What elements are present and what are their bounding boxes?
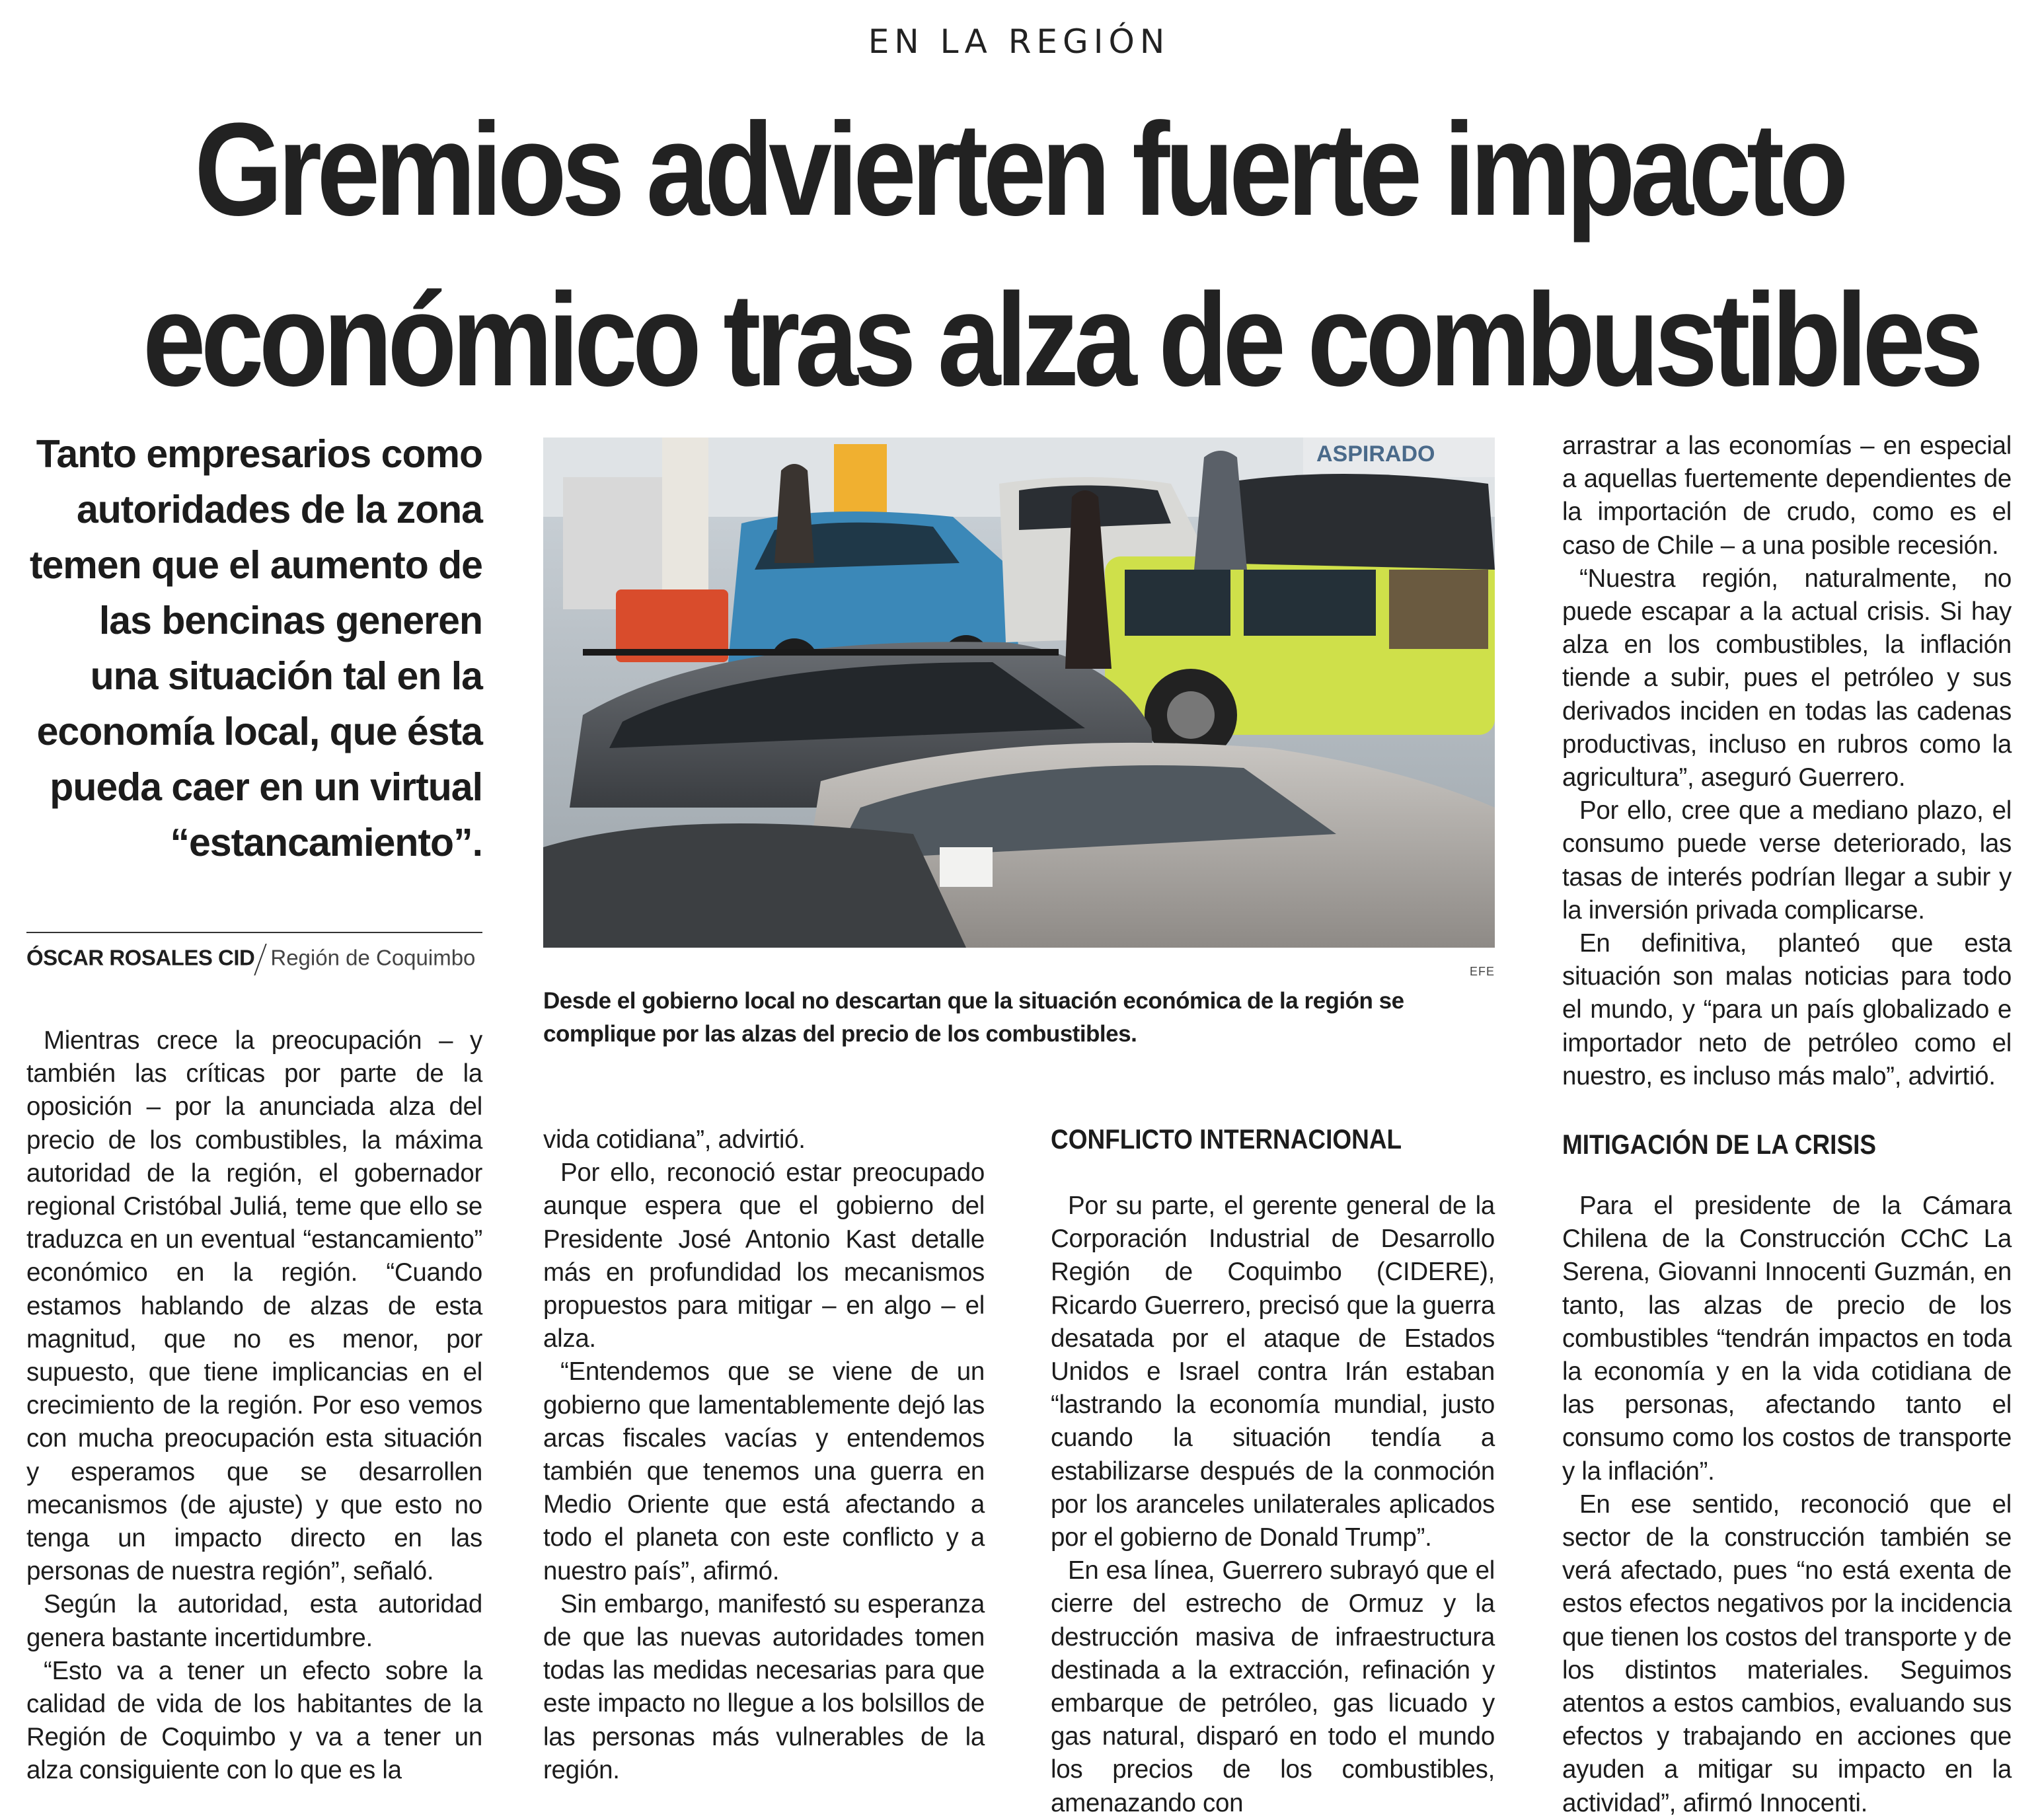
paragraph: En esa línea, Guerrero subrayó que el cierre del estrecho de Ormuz y la destrucción masiva de infraestructura destinada a la extracción, refinación y embarque de petróleo, gas licuado y gas natural, disparó en todo el mundo los precios de los combustibles, amenazando con [1051,1556,1495,1817]
paragraph: Por ello, reconoció estar preocupado aunque espera que el gobierno del Presidente José Antonio Kast detalle más en profundidad los mecanismos propuestos para mitigar – en algo – el alza. [543,1158,985,1353]
article-column-2 [543,1123,985,1787]
headline-line-1: Gremios advierten fuerte impacto [194,96,1844,243]
paragraph: Por ello, cree que a mediano plazo, el consumo puede verse deteriorado, las tasas de interés podrían llegar a subir y la inversión privada complicarse. [1562,796,2012,925]
gas-station-illustration [543,437,1495,948]
paragraph: Sin embargo, manifestó su esperanza de que las nuevas autoridades tomen todas las medidas necesarias para que este impacto no llegue a los bolsillos de las personas más vulnerables de la región. [543,1589,985,1784]
byline-author: ÓSCAR ROSALES CID [26,945,255,970]
headline [142,85,1979,426]
paragraph: Según la autoridad, esta autoridad genera bastante incertidumbre. [26,1590,482,1652]
paragraph: “Esto va a tener un efecto sobre la calidad de vida de los habitantes de la Región de Coquimbo y va a tener un alza consiguiente con lo que es la [26,1656,482,1785]
headline-line-2: económico tras alza de combustibles [142,266,1979,414]
subhead-conflicto-text: CONFLICTO INTERNACIONAL [1051,1123,1402,1155]
article-column-3 [1051,1190,1495,1820]
article-column-4-top [1562,430,2012,1093]
section-label: EN LA REGIÓN [868,22,1170,61]
article-column-4-bottom [1562,1190,2012,1820]
article-column-1 [26,1024,482,1788]
paragraph: “Nuestra región, naturalmente, no puede escapar a la actual crisis. Si hay alza en los combustibles, la inflación tiende a subir, pues el petróleo y sus derivados inciden en todas las cadenas productivas, incluso en rubros como la agricultura”, aseguró Guerrero. [1562,564,2012,792]
article-photo [543,437,1495,948]
paragraph: Mientras crece la preocupación – y también las críticas por parte de la oposición – por la anunciada alza del precio de los combustibles, la máxima autoridad de la región, el gobernador regional Cristóbal Juliá, teme que ello se traduzca en un eventual “estancamiento” económico en la región. “Cuando estamos hablando de alzas de esta magnitud, que no es menor, por supuesto, que tiene implicancias en el crecimiento de la región. Por eso vemos con mucha preocupación esta situación y esperamos que se desarrollen mecanismos (de ajuste) y que esto no tenga un impacto directo en las personas de nuestra región”, señaló. [26,1026,482,1586]
photo-credit: EFE [1469,965,1495,978]
byline-divider [254,944,267,975]
byline [26,932,482,978]
paragraph: En definitiva, planteó que esta situación son malas noticias para todo el mundo, y “para un país globalizado e importador neto de petróleo como el nuestro, es incluso más malo”, advirtió. [1562,929,2012,1090]
paragraph: Para el presidente de la Cámara Chilena de la Construcción CChC La Serena, Giovanni Innocenti Guzmán, en tanto, las alzas de precio de los combustibles “tendrán impactos en toda la economía y en la vida cotidiana de las personas, afectando tanto el consumo como los costos de transporte y la inflación”. [1562,1192,2012,1486]
subhead-conflicto [1051,1123,1495,1155]
paragraph: Por su parte, el gerente general de la Corporación Industrial de Desarrollo Región de Coquimbo (CIDERE), Ricardo Guerrero, precisó que la guerra desatada por el ataque de Estados Unidos e Israel contra Irán estaban “lastrando la economía mundial, justo cuando la situación tendía a estabilizarse después de la conmoción por los aranceles unilaterales aplicados por el gobierno de Donald Trump”. [1051,1192,1495,1552]
subhead-mitigacion [1562,1129,2012,1160]
lede: Tanto empresarios como autoridades de la zona temen que el aumento de las bencinas generen una situación tal en la economía local, que ésta pueda caer en un virtual “estancamiento”. [29,432,482,864]
paragraph: vida cotidiana”, advirtió. [543,1125,806,1154]
station-sign-text: ASPIRADO [1316,441,1435,467]
paragraph: arrastrar a las economías – en especial a aquellas fuertemente dependientes de la importación de crudo, como es el caso de Chile – a una posible recesión. [1562,432,2012,560]
paragraph: En ese sentido, reconoció que el sector de la construcción también se verá afectado, pues “no está exenta de estos efectos negativos por la incidencia que tienen los costos del transporte y de los distintos materiales. Seguimos atentos a estos cambios, evaluando sus efectos y trabajando en acciones que ayuden a mitigar su impacto en la actividad”, afirmó Innocenti. [1562,1490,2012,1817]
photo-caption: Desde el gobierno local no descartan que la situación económica de la región se complique por las alzas del precio de los combustibles. [543,988,1404,1047]
subhead-mitigacion-text: MITIGACIÓN DE LA CRISIS [1562,1129,1877,1160]
paragraph: “Entendemos que se viene de un gobierno que lamentablemente dejó las arcas fiscales vacías y entendemos también que tenemos una guerra en Medio Oriente que está afectando a todo el planeta con este conflicto y a nuestro país”, afirmó. [543,1357,985,1585]
byline-place: Región de Coquimbo [270,945,476,970]
